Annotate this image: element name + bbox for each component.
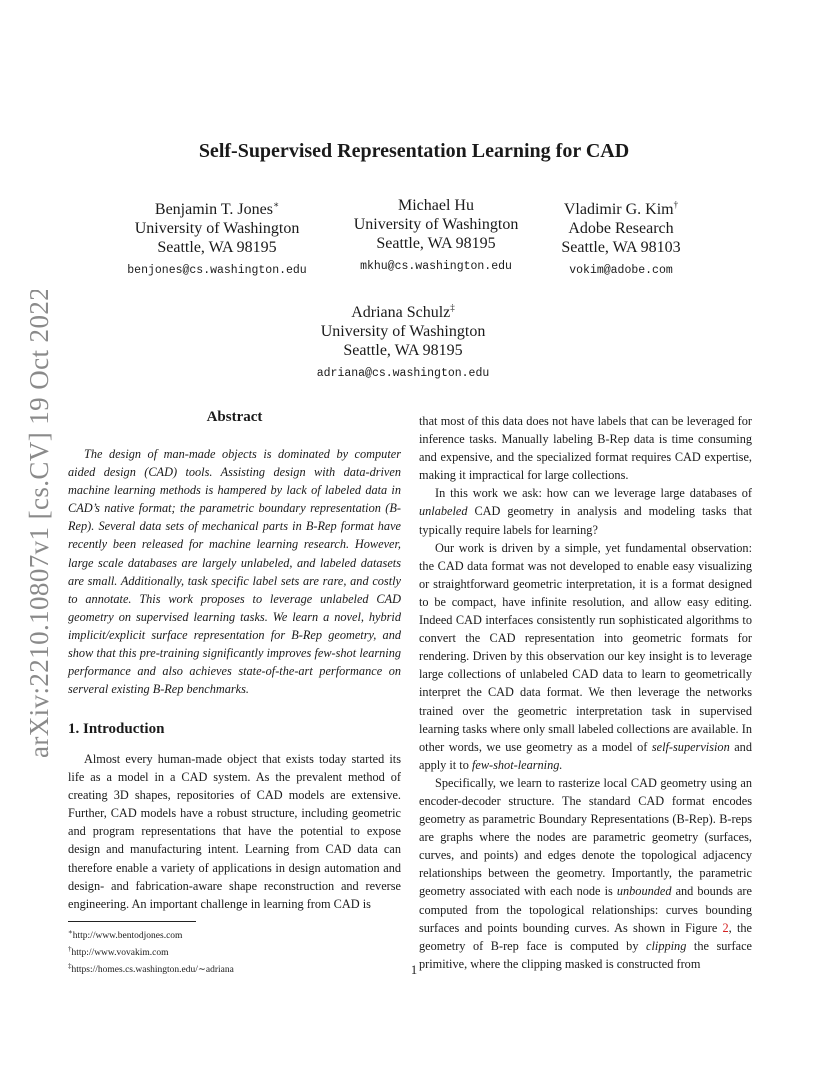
- footnote-link[interactable]: https://homes.cs.washington.edu/∼adriana: [71, 965, 234, 976]
- author-name: Vladimir G. Kim: [563, 201, 674, 219]
- author-location: Seattle, WA 98103: [561, 239, 681, 257]
- body-paragraph: Our work is driven by a simple, yet fundamental observation: the CAD data format was not developed to enable easy visualizing or straightforward geometric interpretation, it is a format designed to be compact, have infinite resolution, and allow easy editing. Indeed CAD interfaces consistently run sophisticated algorithms to convert the CAD representation into geometric formats for rendering. Driven by this observation our key insight is to leverage large collections of unlabeled CAD data to learn to geometrically interpret the CAD data format. We then leverage the networks trained over the geometric interpretation task in supervised learning tasks where only small labeled collections are available. In other words, we use geometry as a model of self-supervision and apply it to few-shot-learning.: [419, 540, 752, 772]
- author-location: Seattle, WA 98195: [376, 235, 496, 252]
- author-location: Seattle, WA 98195: [157, 239, 277, 257]
- footnote-item: ‡https://homes.cs.washington.edu/∼adriana: [68, 962, 234, 976]
- intro-paragraph: Almost every human-made object that exists today started its life as a model in a CAD system. As the prevalent method of creating 3D shapes, repositories of CAD models are extensive. Further, CAD models have a robust structure, including geometric and program representations that have the potential to expose design and manufacturing intent. Learning from CAD data can therefore enable a variety of applications in design automation and design- and fabrication-aware shape reconstruction and reverse engineering. An important challenge in learning from CAD is: [68, 752, 401, 911]
- right-column: [419, 412, 752, 973]
- abstract-text: The design of man-made objects is dominated by computer aided design (CAD) tools. Assisting design with data-driven machine learning methods is hampered by lack of labeled data in CAD’s native format; the parametric boundary representation (B-Rep). Several data sets of mechanical parts in B-Rep format have recently been released for machine learning research. However, large scale databases are largely unlabeled, and labeled datasets are small. Additionally, task specific label sets are rare, and costly to annotate. This work proposes to leverage unlabeled CAD geometry on supervised learning tasks. We learn a novel, hybrid implicit/explicit surface representation for B-Rep geometry, and show that this pre-training significantly improves few-shot learning performance and also achieves state-of-the-art performance on serveral existing B-Rep benchmarks.: [68, 447, 401, 697]
- author-affiliation: University of Washington: [320, 323, 486, 341]
- footnote-rule: [68, 921, 196, 922]
- author-block-1: [97, 196, 337, 280]
- author-email: mkhu@cs.washington.edu: [360, 260, 512, 273]
- author-name: Benjamin T. Jones: [154, 201, 273, 219]
- footnote-item: ∗http://www.bentodjones.com: [68, 928, 183, 942]
- abstract-heading: Abstract: [206, 409, 263, 425]
- body-paragraph: that most of this data does not have labels that can be leveraged for inference tasks. Manually labeling B-Rep data is time consuming and expensive, and the specialized format requires CAD expertise, making it impractical for large collections.: [419, 414, 752, 483]
- footnote-link[interactable]: http://www.vovakim.com: [71, 948, 169, 959]
- author-email: adriana@cs.washington.edu: [316, 367, 490, 381]
- author-mark: ‡: [450, 303, 455, 313]
- author-affiliation: University of Washington: [353, 216, 519, 233]
- footnote-item: †http://www.vovakim.com: [68, 945, 169, 959]
- author-location: Seattle, WA 98195: [343, 342, 463, 360]
- arxiv-sidebar: [6, 290, 66, 760]
- author-affiliation: University of Washington: [134, 220, 300, 238]
- arxiv-identifier: arXiv:2210.10807v1 [cs.CV] 19 Oct 2022: [24, 290, 54, 758]
- section-heading-introduction: 1. Introduction: [68, 721, 165, 737]
- author-name: Michael Hu: [398, 197, 474, 214]
- author-name: Adriana Schulz: [351, 304, 451, 322]
- abstract-body: [68, 445, 401, 698]
- page-number: 1: [410, 963, 418, 977]
- intro-column-left: [68, 750, 401, 913]
- author-affiliation: Adobe Research: [568, 220, 674, 238]
- footnote-link[interactable]: http://www.bentodjones.com: [72, 931, 183, 942]
- paper-title: Self-Supervised Representation Learning for CAD: [198, 140, 630, 162]
- author-block-3: [501, 196, 741, 280]
- figure-reference-link[interactable]: 2: [722, 920, 729, 935]
- author-block-4: [283, 299, 523, 383]
- author-mark: †: [673, 200, 679, 210]
- body-paragraph: Specifically, we learn to rasterize local CAD geometry using an encoder-decoder structure. The standard CAD format encodes geometry as parametric Boundary Representations (B-Rep). B-reps are graphs where the nodes are parametric geometry (surfaces, curves, and points) and edges denote the topological adjacency relationships between the geometry. Importantly, the parametric geometry associated with each node is unbounded and bounds are computed from the topological relationships: curves bounding surfaces and points bounding curves. As shown in Figure 2, the geometry of B-rep face is computed by clipping the surface primitive, where the clipping masked is constructed from: [419, 775, 752, 971]
- author-email: vokim@adobe.com: [569, 264, 673, 278]
- author-email: benjones@cs.washington.edu: [127, 264, 307, 278]
- author-mark: ∗: [272, 200, 280, 210]
- body-paragraph: In this work we ask: how can we leverage large databases of unlabeled CAD geometry in analysis and modeling tasks that typically require labels for learning?: [419, 486, 752, 537]
